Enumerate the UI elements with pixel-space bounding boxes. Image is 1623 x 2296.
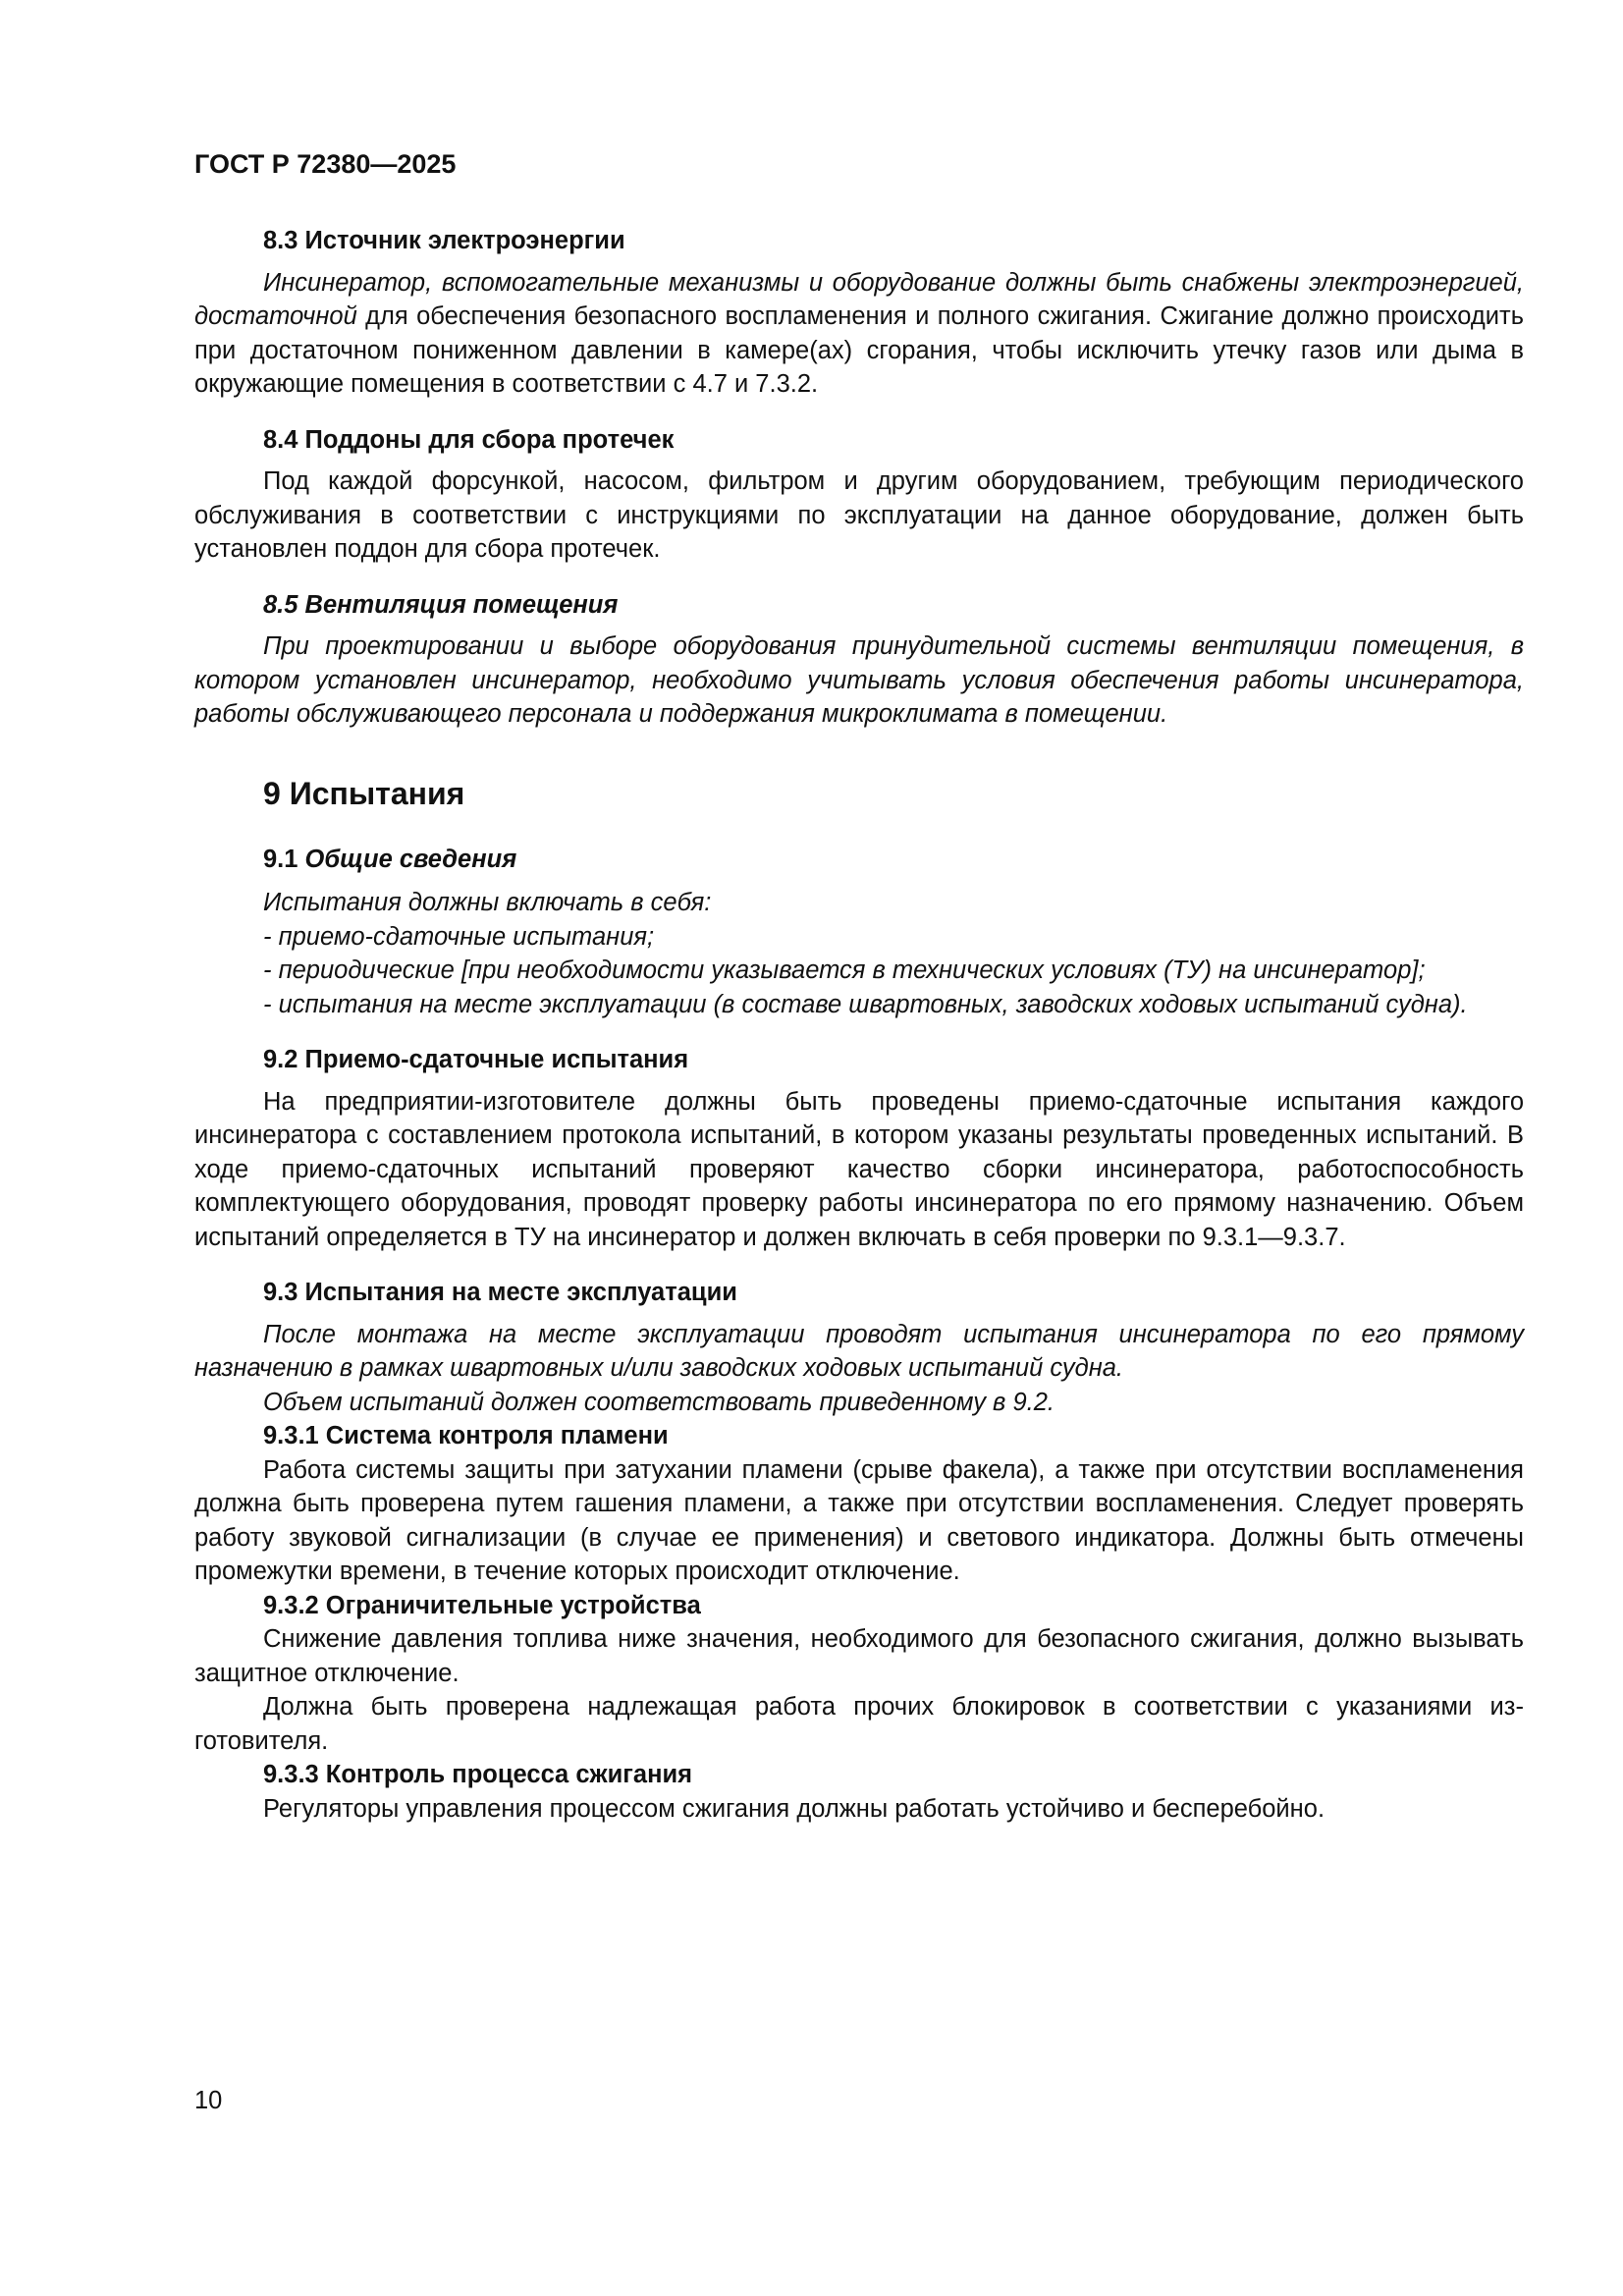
section-8-4-title: 8.4 Поддоны для сбора протечек xyxy=(263,425,675,454)
section-8-3-paragraph xyxy=(194,266,1524,402)
section-9-3-2-paragraph-1: Снижение давления топлива ниже значения, необходимого для безопасного сжигания, должно вызывать защитное отключение. xyxy=(194,1625,1524,1687)
section-8-3-italic-part: Инсинератор, вспомогательные механизмы и оборудование должны быть снабжены электроэнергией, достаточной xyxy=(194,268,1524,330)
section-8-4-paragraph: Под каждой форсункой, насосом, фильтром и другим оборудованием, требующим периодического обслуживания в соответствии с инструкциями по эксплуатации на данное оборудование, должен быть установлен поддон для сбора протечек. xyxy=(194,467,1524,563)
section-8-5-title: 8.5 Вентиляция помещения xyxy=(263,590,619,619)
section-9-3-title: 9.3 Испытания на месте эксплуатации xyxy=(263,1279,737,1306)
page-number: 10 xyxy=(194,2087,223,2114)
document-id: ГОСТ Р 72380—2025 xyxy=(194,149,457,179)
list-item: - приемо-сдаточные испытания; xyxy=(263,922,655,951)
section-8-3-regular-part: для обеспечения безопасного воспламенения и полного сжигания. Сжигание должно происходить при достаточном пониженном давлении в камере(ах) сгорания, чтобы исключить утечку газов или дыма в окружающие помещения в соответствии с 4.7 и 7.3.2. xyxy=(194,302,1524,398)
section-9-2-paragraph: На предприятии-изготовителе должны быть проведены приемо-сдаточные испытания каждого инсинератора с составлением протокола испытаний, в котором указаны результаты проведенных испытаний. В ходе приемо-сдаточных испытаний проверяют качество сборки инсинератора, работоспособность комплектующего оборудования, проводят проверку работы инсинератора по его прямому назначению. Объем испытаний определяется в ТУ на инсинератор и должен включать в себя проверки по 9.3.1—9.3.7. xyxy=(194,1087,1524,1251)
section-9-1-name: Общие сведения xyxy=(304,845,517,873)
section-9-3-paragraph-2: Объем испытаний должен соответствовать приведенному в 9.2. xyxy=(263,1388,1055,1416)
section-9-2-title: 9.2 Приемо-сдаточные испытания xyxy=(263,1046,689,1073)
page-body xyxy=(194,224,1524,1826)
section-8-5-paragraph: При проектировании и выборе оборудования принудительной системы вентиляции помещения, в котором установлен инсинератор, необходимо учитывать условия обеспечения работы инсинератора, работы обслуживающего персонала и поддержания микроклимата в помещении. xyxy=(194,632,1524,728)
section-9-1-title xyxy=(263,843,1524,877)
section-9-3-1-paragraph: Работа системы защиты при затухании пламени (срыве факела), а также при отсутствии воспламенения должна быть проверена путем гашения пламени, а также при отсутствии воспламенения. Следует проверять работу звуковой сигнализации (в случае ее применения) и светового индикатора. Должны быть отмечены промежутки времени, в течение которых происходит отключение. xyxy=(194,1455,1524,1585)
section-9-3-2-title: 9.3.2 Ограничительные устройства xyxy=(263,1591,701,1619)
list-item: - испытания на месте эксплуатации (в составе швартовных, заводских ходовых испытаний судна). xyxy=(263,990,1468,1018)
section-9-3-paragraph-1: После монтажа на месте эксплуатации проводят испытания инсинератора по его прямому назначению в рамках швартовных и/или заводских ходовых испытаний судна. xyxy=(194,1320,1524,1382)
section-9-1-number: 9.1 xyxy=(263,845,305,873)
section-9-1-intro: Испытания должны включать в себя: xyxy=(263,889,712,916)
section-9-3-1-title: 9.3.1 Система контроля пламени xyxy=(263,1422,669,1449)
section-9-heading: 9 Испытания xyxy=(263,775,465,811)
section-9-3-2-paragraph-2: Должна быть проверена надлежащая работа прочих блокировок в соответствии с указаниями изготовителя. xyxy=(194,1693,1524,1755)
list-item: - периодические [при необходимости указывается в технических условиях (ТУ) на инсинератор]; xyxy=(263,957,1426,984)
section-9-3-3-title: 9.3.3 Контроль процесса сжигания xyxy=(263,1761,693,1788)
section-8-3-title: 8.3 Источник электроэнергии xyxy=(263,227,625,254)
section-9-3-3-paragraph: Регуляторы управления процессом сжигания должны работать устойчиво и бесперебойно. xyxy=(263,1794,1325,1823)
